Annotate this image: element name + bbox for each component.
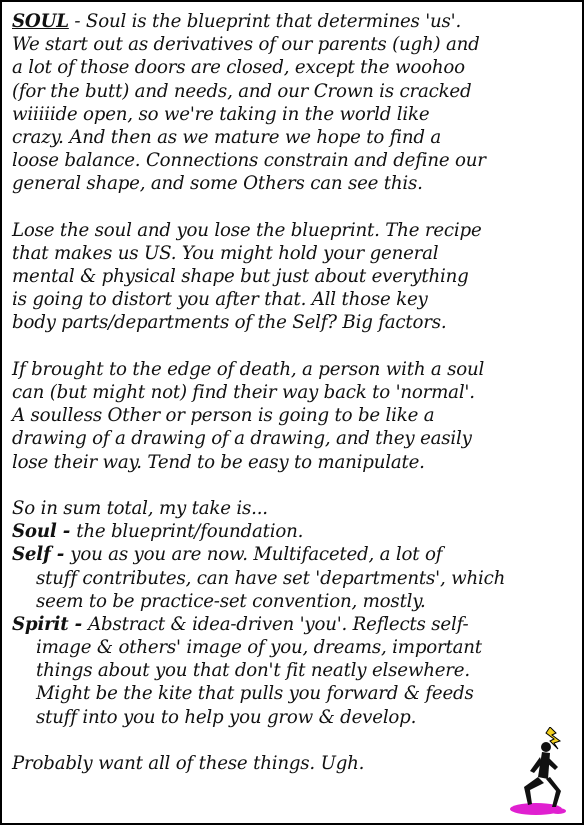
self-summary-text: you as you are now. Multifaceted, a lot of xyxy=(70,544,443,566)
text-line: loose balance. Connections constrain and define our xyxy=(12,150,486,172)
text-line: seem to be practice-set convention, mostly. xyxy=(36,590,426,612)
text-line: We start out as derivatives of our parents (ugh) and xyxy=(12,34,480,56)
text-line: Might be the kite that pulls you forward & feeds xyxy=(36,683,474,705)
sitting-figure-doodle xyxy=(506,727,576,817)
text-line: mental & physical shape but just about everything xyxy=(12,266,469,288)
soul-summary-text: the blueprint/foundation. xyxy=(76,521,304,543)
text-line: drawing of a drawing of a drawing, and they easily xyxy=(12,428,472,450)
text-line: stuff into you to help you grow & develop. xyxy=(36,706,417,728)
text-line: lose their way. Tend to be easy to manipulate. xyxy=(12,451,425,473)
text-line: If brought to the edge of death, a person with a soul xyxy=(12,358,485,380)
text-line: (for the butt) and needs, and our Crown is cracked xyxy=(12,80,472,102)
self-summary-line xyxy=(12,543,572,566)
spirit-summary-text: Abstract & idea-driven 'you'. Reflects self- xyxy=(88,613,469,635)
text-line: wiiiiide open, so we're taking in the world like xyxy=(12,103,430,125)
text-line: image & others' image of you, dreams, important xyxy=(36,637,482,659)
text-line: crazy. And then as we mature we hope to find a xyxy=(12,126,442,148)
self-summary-head: Self - xyxy=(12,544,71,566)
spirit-summary-line xyxy=(12,613,572,636)
text-line: general shape, and some Others can see this. xyxy=(12,173,423,195)
text-line: Lose the soul and you lose the blueprint. The recipe xyxy=(12,219,482,241)
soul-summary-line xyxy=(12,520,572,543)
closing-line: Probably want all of these things. Ugh. xyxy=(12,753,365,774)
soul-title: SOUL xyxy=(12,11,69,32)
text-line: can (but might not) find their way back to 'normal'. xyxy=(12,382,475,403)
text-line: is going to distort you after that. All those key xyxy=(12,289,428,311)
text-line: A soulless Other or person is going to be like a xyxy=(12,405,435,427)
spirit-summary-head: Spirit - xyxy=(12,613,89,635)
soul-summary-head: Soul - xyxy=(12,521,77,543)
soul-definition: - Soul is the blueprint that determines 'us'. xyxy=(68,11,462,32)
soul-intro-line xyxy=(12,10,572,33)
text-line: a lot of those doors are closed, except the woohoo xyxy=(12,57,465,79)
text-line: body parts/departments of the Self? Big factors. xyxy=(12,312,447,334)
text-line: that makes us US. You might hold your general xyxy=(12,242,439,264)
text-line: stuff contributes, can have set 'departments', which xyxy=(36,567,506,589)
summary-intro: So in sum total, my take is... xyxy=(12,497,268,519)
text-line: things about you that don't fit neatly elsewhere. xyxy=(36,660,470,682)
